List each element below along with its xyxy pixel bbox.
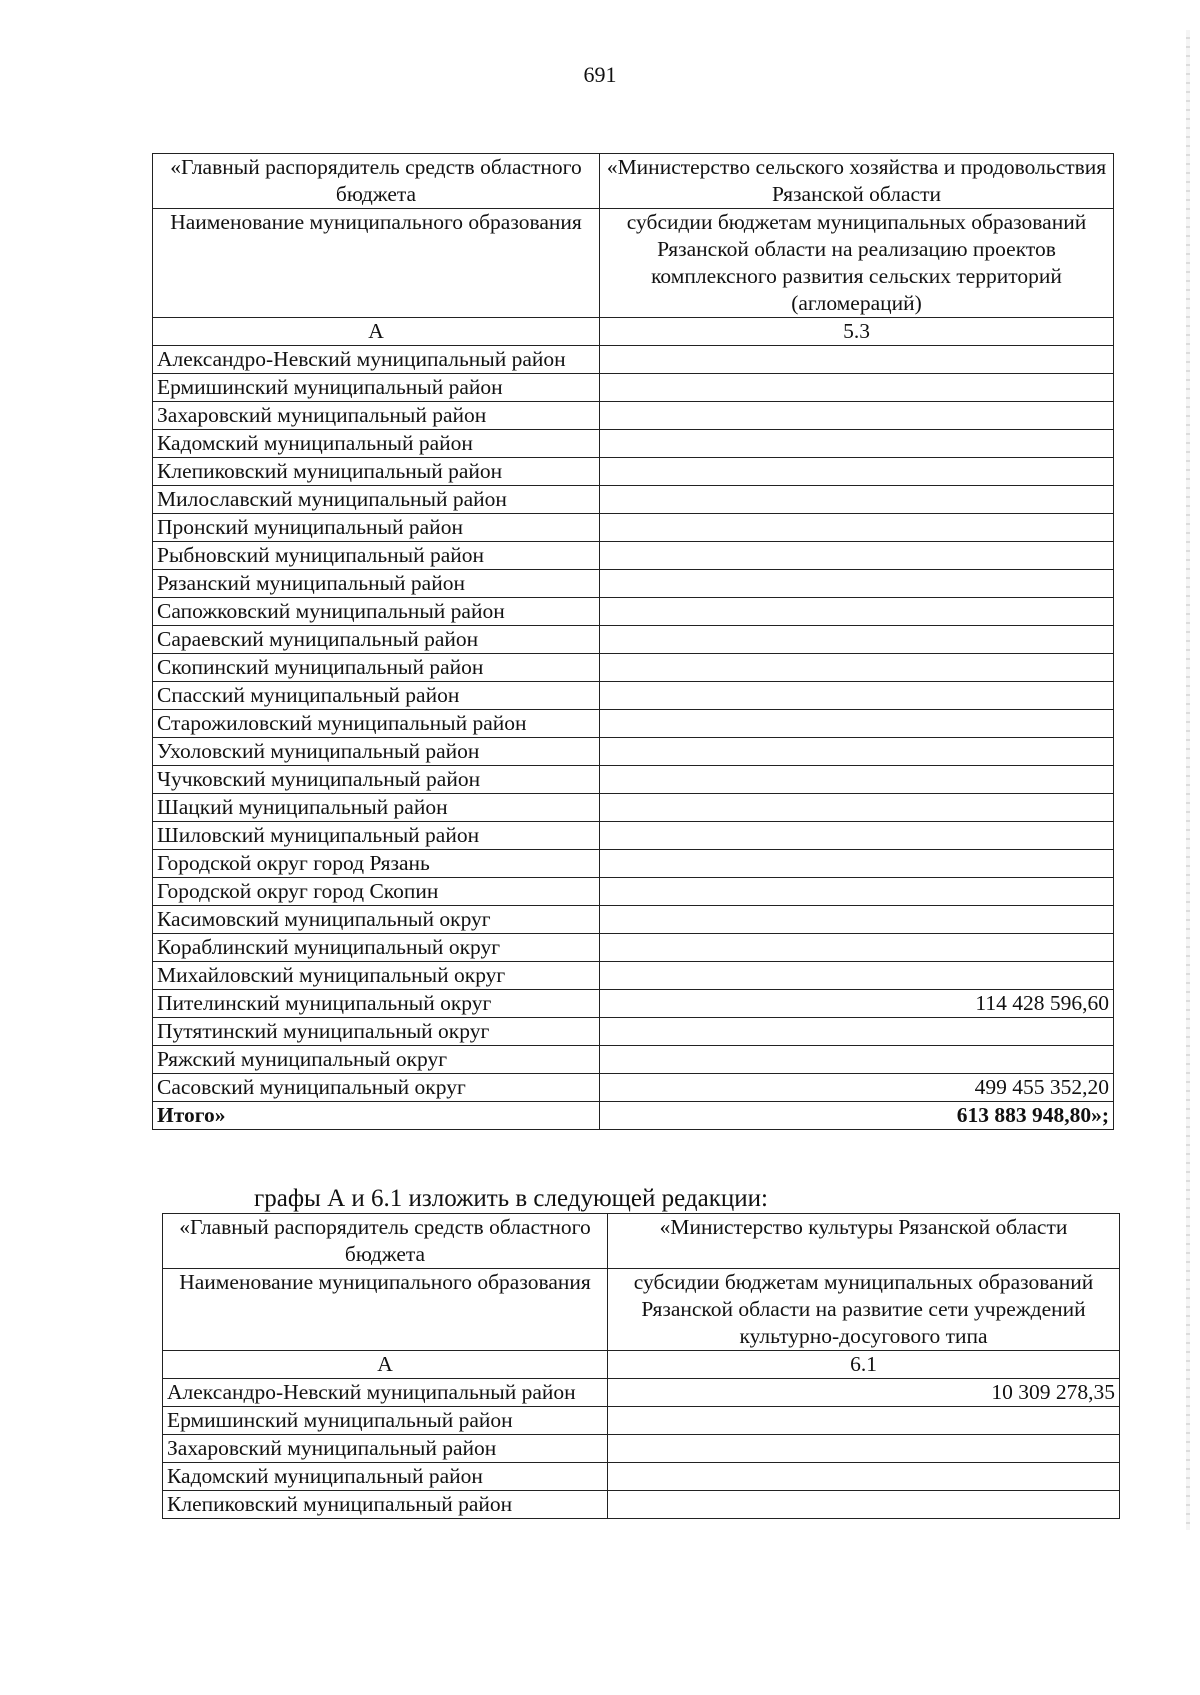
- table-row: [153, 654, 1114, 682]
- municipality-name-cell: Милославский муниципальный район: [153, 486, 600, 514]
- table-row: [153, 1046, 1114, 1074]
- subsidy-value-cell: [608, 1435, 1120, 1463]
- total-row: [153, 1102, 1114, 1130]
- municipality-name-cell: Рыбновский муниципальный район: [153, 542, 600, 570]
- municipality-name-cell: Путятинский муниципальный округ: [153, 1018, 600, 1046]
- subsidy-value-cell: [600, 458, 1114, 486]
- table-row: [153, 934, 1114, 962]
- municipality-name-cell: Пителинский муниципальный округ: [153, 990, 600, 1018]
- column-code-right: 5.3: [600, 318, 1114, 346]
- column-code-right: 6.1: [608, 1351, 1120, 1379]
- municipality-name-cell: Ермишинский муниципальный район: [163, 1407, 608, 1435]
- header-left-cell: «Главный распорядитель средств областного бюджета: [163, 1214, 608, 1269]
- column-code-left: А: [153, 318, 600, 346]
- table-row: [153, 1074, 1114, 1102]
- instruction-text: графы А и 6.1 изложить в следующей редакции:: [254, 1185, 768, 1212]
- subsidy-value-cell: [600, 710, 1114, 738]
- subsidy-value-cell: [600, 962, 1114, 990]
- municipality-name-cell: Клепиковский муниципальный район: [153, 458, 600, 486]
- header-right-cell: «Министерство культуры Рязанской области: [608, 1214, 1120, 1269]
- municipality-name-cell: Клепиковский муниципальный район: [163, 1491, 608, 1519]
- municipality-name-cell: Рязанский муниципальный район: [153, 570, 600, 598]
- municipality-name-cell: Кадомский муниципальный район: [153, 430, 600, 458]
- subsidy-value-cell: [600, 906, 1114, 934]
- subsidy-value-cell: [600, 1018, 1114, 1046]
- table-row: [153, 766, 1114, 794]
- subsidy-value-cell: [608, 1407, 1120, 1435]
- table-row: [153, 738, 1114, 766]
- header-left-cell: «Главный распорядитель средств областного бюджета: [153, 154, 600, 209]
- table-row: [153, 402, 1114, 430]
- header-right-cell: «Министерство сельского хозяйства и продовольствия Рязанской области: [600, 154, 1114, 209]
- table-row: [153, 626, 1114, 654]
- table-row: [153, 598, 1114, 626]
- page-number: 691: [583, 62, 617, 87]
- table-row: [153, 682, 1114, 710]
- column-code-row: [163, 1351, 1120, 1379]
- subsidy-value-cell: [600, 794, 1114, 822]
- municipality-name-cell: Ряжский муниципальный округ: [153, 1046, 600, 1074]
- municipality-name-cell: Захаровский муниципальный район: [163, 1435, 608, 1463]
- table-row: [153, 346, 1114, 374]
- municipality-name-cell: Сапожковский муниципальный район: [153, 598, 600, 626]
- municipality-name-cell: Городской округ город Рязань: [153, 850, 600, 878]
- subsidy-value-cell: [600, 598, 1114, 626]
- subsidy-value-cell: [608, 1491, 1120, 1519]
- subsidy-value-cell: [600, 934, 1114, 962]
- table-row: [153, 374, 1114, 402]
- table-row: [163, 1407, 1120, 1435]
- subsidy-value-cell: [600, 654, 1114, 682]
- subsidy-value-cell: [600, 850, 1114, 878]
- municipality-name-cell: Александро-Невский муниципальный район: [153, 346, 600, 374]
- table-row: [153, 486, 1114, 514]
- municipality-name-cell: Старожиловский муниципальный район: [153, 710, 600, 738]
- municipality-name-cell: Михайловский муниципальный округ: [153, 962, 600, 990]
- municipality-name-cell: Сасовский муниципальный округ: [153, 1074, 600, 1102]
- municipality-name-cell: Чучковский муниципальный район: [153, 766, 600, 794]
- subsidy-value-cell: [600, 486, 1114, 514]
- subsidy-value-cell: [600, 822, 1114, 850]
- table-row: [153, 458, 1114, 486]
- subsidy-value-cell: [600, 682, 1114, 710]
- table-subheader-row: [163, 1269, 1120, 1351]
- total-label-cell: Итого»: [153, 1102, 600, 1130]
- subsidy-value-cell: [600, 430, 1114, 458]
- municipality-name-cell: Шацкий муниципальный район: [153, 794, 600, 822]
- table-row: [153, 794, 1114, 822]
- table-row: [163, 1435, 1120, 1463]
- municipality-name-cell: Пронский муниципальный район: [153, 514, 600, 542]
- table-row: [153, 962, 1114, 990]
- municipality-name-cell: Захаровский муниципальный район: [153, 402, 600, 430]
- municipality-name-cell: Ухоловский муниципальный район: [153, 738, 600, 766]
- table-row: [153, 822, 1114, 850]
- table-row: [153, 990, 1114, 1018]
- table-row: [163, 1379, 1120, 1407]
- column-code-left: А: [163, 1351, 608, 1379]
- municipality-name-cell: Скопинский муниципальный район: [153, 654, 600, 682]
- table-header-row: [153, 154, 1114, 209]
- subheader-right-cell: субсидии бюджетам муниципальных образований Рязанской области на развитие сети учреждений культурно-досугового типа: [608, 1269, 1120, 1351]
- subsidy-value-cell: 114 428 596,60: [600, 990, 1114, 1018]
- municipality-name-cell: Спасский муниципальный район: [153, 682, 600, 710]
- subsidy-value-cell: [600, 514, 1114, 542]
- municipality-name-cell: Ермишинский муниципальный район: [153, 374, 600, 402]
- table-row: [163, 1463, 1120, 1491]
- subsidy-value-cell: [600, 626, 1114, 654]
- subsidy-value-cell: 10 309 278,35: [608, 1379, 1120, 1407]
- subsidy-value-cell: [600, 402, 1114, 430]
- table-row: [153, 542, 1114, 570]
- municipality-name-cell: Кадомский муниципальный район: [163, 1463, 608, 1491]
- subsidy-value-cell: [600, 570, 1114, 598]
- subsidy-value-cell: [600, 766, 1114, 794]
- table-row: [153, 878, 1114, 906]
- subsidy-value-cell: [600, 374, 1114, 402]
- subsidy-value-cell: [600, 542, 1114, 570]
- column-code-row: [153, 318, 1114, 346]
- table-row: [153, 710, 1114, 738]
- table-row: [163, 1491, 1120, 1519]
- subsidy-value-cell: [600, 878, 1114, 906]
- municipality-name-cell: Сараевский муниципальный район: [153, 626, 600, 654]
- municipality-name-cell: Шиловский муниципальный район: [153, 822, 600, 850]
- table-row: [153, 430, 1114, 458]
- subsidy-value-cell: [600, 346, 1114, 374]
- municipality-name-cell: Городской округ город Скопин: [153, 878, 600, 906]
- table-row: [153, 1018, 1114, 1046]
- municipality-name-cell: Александро-Невский муниципальный район: [163, 1379, 608, 1407]
- subsidy-value-cell: [600, 1046, 1114, 1074]
- scan-edge-artifact: [1186, 30, 1190, 1530]
- table-row: [153, 514, 1114, 542]
- subsidy-value-cell: 499 455 352,20: [600, 1074, 1114, 1102]
- subheader-left-cell: Наименование муниципального образования: [163, 1269, 608, 1351]
- subsidy-value-cell: [600, 738, 1114, 766]
- table-subheader-row: [153, 209, 1114, 318]
- table-row: [153, 570, 1114, 598]
- table-row: [153, 850, 1114, 878]
- subsidy-table-agriculture: [152, 153, 1114, 1130]
- subsidy-table-culture: [162, 1213, 1120, 1519]
- total-value-cell: 613 883 948,80»;: [600, 1102, 1114, 1130]
- municipality-name-cell: Кораблинский муниципальный округ: [153, 934, 600, 962]
- subheader-left-cell: Наименование муниципального образования: [153, 209, 600, 318]
- table-header-row: [163, 1214, 1120, 1269]
- table-row: [153, 906, 1114, 934]
- subheader-right-cell: субсидии бюджетам муниципальных образований Рязанской области на реализацию проектов комплексного развития сельских территорий (агломераций): [600, 209, 1114, 318]
- municipality-name-cell: Касимовский муниципальный округ: [153, 906, 600, 934]
- subsidy-value-cell: [608, 1463, 1120, 1491]
